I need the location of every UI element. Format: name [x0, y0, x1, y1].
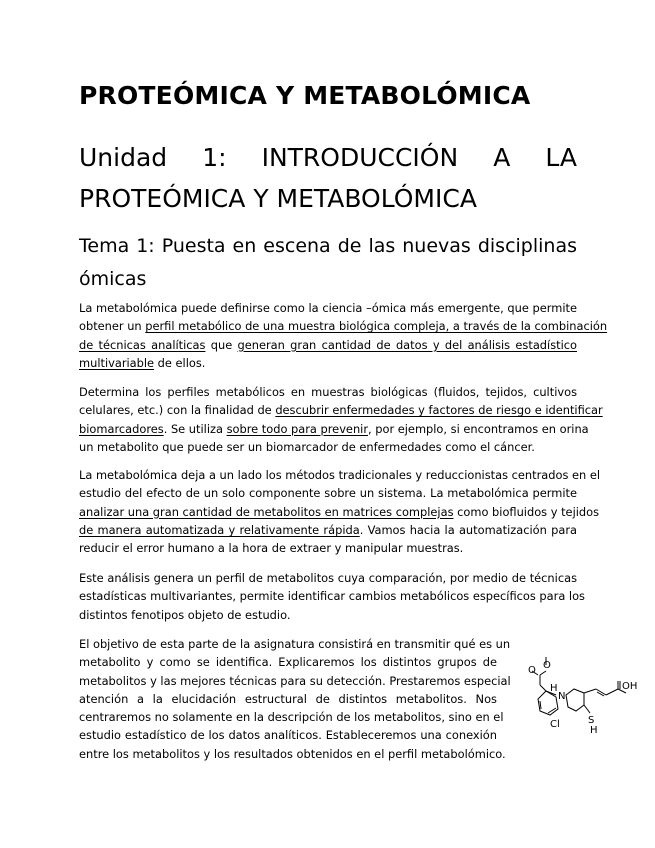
- tema-heading: [79, 230, 577, 296]
- atom-label-h: H: [550, 683, 558, 694]
- p3-line5: reducir el error humano a la hora de extraer y manipular muestras.: [79, 541, 464, 556]
- document-title: PROTEÓMICA Y METABOLÓMICA: [79, 81, 531, 110]
- p2-text: . Se utiliza: [163, 421, 227, 436]
- p5-line4: atención a la elucidación estructural de distintos metabolitos. Nos: [79, 691, 497, 706]
- p1-line2: [79, 317, 608, 335]
- atom-label-o2: O: [528, 665, 536, 676]
- p3-line2: estudio del efecto de un solo componente sobre un sistema. La metabolómica permite: [79, 486, 577, 501]
- p2-underlined: biomarcadores: [79, 421, 164, 436]
- unit-heading-line1: Unidad 1: INTRODUCCIÓN A LA: [79, 143, 577, 172]
- p1-line4: [79, 354, 577, 372]
- p2-underlined: sobre todo para prevenir: [226, 421, 369, 436]
- p3-underlined: analizar una gran cantidad de metabolitos en matrices complejas: [79, 504, 454, 519]
- tema-heading-line1: Tema 1: Puesta en escena de las nuevas disciplinas: [79, 235, 577, 257]
- paragraph-4: [79, 569, 585, 624]
- p5-line7: entre los metabolitos y los resultados obtenidos en el perfil metabolómico.: [79, 746, 506, 761]
- atom-label-n: N: [558, 691, 566, 702]
- p5-line2: metabolito y como se identifica. Explicaremos los distintos grupos de: [79, 655, 497, 670]
- paragraph-3: [79, 466, 601, 557]
- p4-line2: estadísticas multivariantes, permite identificar cambios metabólicos específicos para los: [79, 589, 585, 604]
- paragraph-1: [79, 299, 608, 372]
- p3-line4: [79, 521, 577, 539]
- atom-label-oh: OH: [622, 681, 638, 692]
- p3-text: . Vamos hacia la automatización para: [359, 522, 577, 537]
- p4-line3: distintos fenotipos objeto de estudio.: [79, 607, 291, 622]
- p1-text: de ellos.: [154, 355, 206, 370]
- p5-line6: estudio estadístico de los datos analíticos. Estableceremos una conexión: [79, 728, 497, 743]
- paragraph-2: [79, 383, 603, 456]
- p1-underlined: de técnicas analíticas: [79, 337, 206, 352]
- atom-label-h2: H: [590, 725, 598, 735]
- p1-text: que: [205, 337, 238, 352]
- p1-underlined: perfil metabólico de una muestra biológica compleja, a través de la combinación: [145, 319, 608, 334]
- unit-heading: [79, 137, 577, 219]
- atom-label-s: S: [588, 715, 595, 726]
- molecule-structure-diagram: [510, 655, 640, 735]
- p1-underlined: multivariable: [79, 355, 155, 370]
- p4-line1: Este análisis genera un perfil de metabolitos cuya comparación, por medio de técnicas: [79, 571, 577, 585]
- p2-line3: [79, 420, 589, 438]
- p2-text: celulares, etc.) con la finalidad de: [79, 403, 276, 418]
- p2-text: , por ejemplo, si encontramos en orina: [368, 421, 589, 436]
- p2-line4: un metabolito que puede ser un biomarcador de enfermedades como el cáncer.: [79, 439, 535, 454]
- p3-line1: La metabolómica deja a un lado los métodos tradicionales y reduccionistas centrados en el: [79, 468, 601, 482]
- p2-underlined: descubrir enfermedades y factores de riesgo e identificar: [275, 403, 603, 418]
- atom-label-o: O: [543, 660, 551, 671]
- p1-line1: La metabolómica puede definirse como la ciencia –ómica más emergente, que permite: [79, 301, 577, 315]
- paragraph-5: [79, 635, 511, 763]
- p5-line1: El objetivo de esta parte de la asignatura consistirá en transmitir qué es un: [79, 637, 511, 651]
- p3-text: como biofluidos y tejidos: [453, 504, 600, 519]
- tema-heading-line2: ómicas: [79, 268, 147, 290]
- p5-line5: centraremos no solamente en la descripción de los metabolitos, sino en el: [79, 710, 504, 725]
- p3-underlined: de manera automatizada y relativamente rápida: [79, 522, 360, 537]
- unit-heading-line2: PROTEÓMICA Y METABOLÓMICA: [79, 184, 477, 213]
- p2-line2: [79, 401, 603, 419]
- p1-text: obtener un: [79, 319, 146, 334]
- p1-line3: [79, 336, 577, 354]
- p2-line1: Determina los perfiles metabólicos en muestras biológicas (fluidos, tejidos, cultivos: [79, 385, 577, 399]
- p3-line3: [79, 503, 600, 521]
- p5-line3: metabolitos y las mejores técnicas para su detección. Prestaremos especial: [79, 673, 511, 688]
- atom-label-cl: Cl: [550, 719, 560, 730]
- p1-underlined: generan gran cantidad de datos y del análisis estadístico: [237, 337, 577, 352]
